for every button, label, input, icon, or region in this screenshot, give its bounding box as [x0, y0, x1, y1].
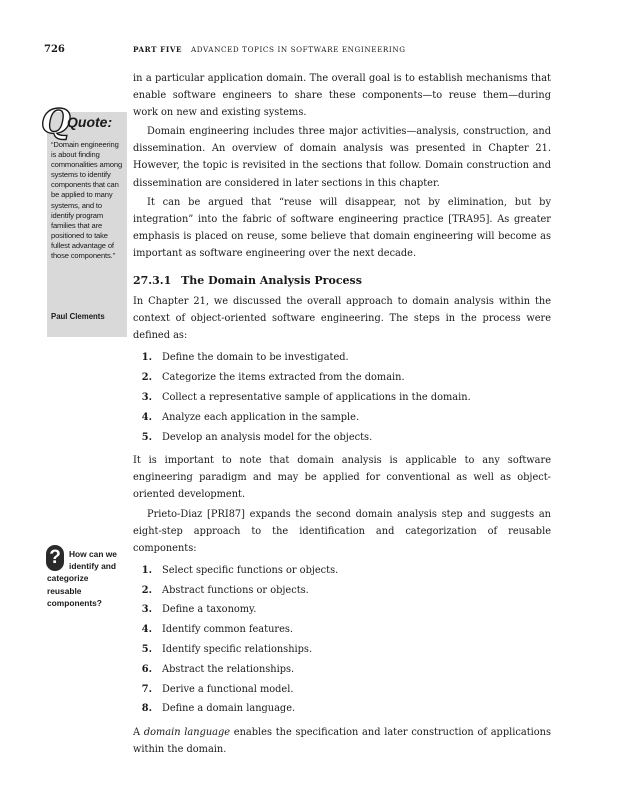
page-number: 726: [44, 44, 65, 55]
paragraph: in a particular application domain. The overall goal is to establish mechanisms that enable software engineers to share these components—to reuse them—during work on new and existing systems.: [133, 73, 551, 119]
list-item: 5. Identify specific relationships.: [141, 644, 313, 656]
list-item: 2. Abstract functions or objects.: [141, 584, 309, 596]
sidebar-quote: [41, 102, 127, 337]
margin-question-line: How can we: [69, 549, 117, 559]
list-item: 6. Abstract the relationships.: [141, 663, 295, 675]
main-text: [133, 70, 551, 760]
quote-text: “Domain engineering is about finding commonalities among systems to identify components that can be applied to many systems, and to identify program families that are positioned to take fullest advantage of those components.”: [51, 140, 123, 261]
list-item: 7. Derive a functional model.: [141, 683, 294, 695]
margin-question-line: reusable: [47, 585, 82, 596]
domain-analysis-steps: [133, 348, 551, 447]
emphasized-term: domain language: [143, 727, 231, 739]
quote-icon: Q: [41, 102, 71, 142]
list-item: 2. Categorize the items extracted from the domain.: [141, 372, 405, 384]
list-item: 4. Analyze each application in the sample.: [141, 411, 360, 423]
section-number: 27.3.1: [133, 274, 172, 288]
part-label: PART FIVE: [133, 45, 183, 54]
section-title: The Domain Analysis Process: [181, 274, 362, 288]
list-item: 8. Define a domain language.: [141, 703, 296, 715]
part-title: ADVANCED TOPICS IN SOFTWARE ENGINEERING: [190, 45, 406, 54]
list-item: 3. Collect a representative sample of applications in the domain.: [141, 391, 471, 403]
list-item: 1. Select specific functions or objects.: [141, 564, 339, 576]
paragraph: A domain language enables the specification and later construction of applications within the domain.: [133, 727, 551, 756]
paragraph: In Chapter 21, we discussed the overall approach to domain analysis within the context of object-oriented software engineering. The steps in the process were defined as:: [133, 296, 551, 342]
question-mark-icon: ?: [46, 545, 64, 571]
categorization-steps: [133, 561, 551, 719]
list-item: 5. Develop an analysis model for the objects.: [141, 431, 373, 443]
margin-question-line: categorize: [47, 573, 89, 584]
quote-title: Quote:: [67, 114, 113, 130]
quote-author: Paul Clements: [51, 312, 105, 321]
paragraph: Prieto-Diaz [PRI87] expands the second domain analysis step and suggests an eight-step approach to the identification and categorization of reusable components:: [133, 508, 551, 554]
paragraph: It can be argued that “reuse will disappear, not by elimination, but by integration” into the fabric of software engineering practice [TRA95]. As greater emphasis is placed on reuse, some believe that domain engineering will become as important as software engineering over the next decade.: [133, 196, 551, 259]
margin-question-line: components?: [47, 597, 102, 608]
list-item: 4. Identify common features.: [141, 624, 294, 636]
quote-heading: [41, 102, 131, 142]
list-item: 1. Define the domain to be investigated.: [141, 352, 349, 364]
margin-question: [47, 548, 129, 609]
list-item: 3. Define a taxonomy.: [141, 604, 257, 616]
paragraph: Domain engineering includes three major activities—analysis, construction, and dissemination. An overview of domain analysis was presented in Chapter 21. However, the topic is revisited in the sections that follow. Domain construction and dissemination are considered in later sections in this chapter.: [133, 126, 551, 189]
paragraph: It is important to note that domain analysis is applicable to any software engineering paradigm and may be applied for conventional as well as object-oriented development.: [133, 455, 551, 501]
section-heading: [133, 273, 551, 289]
running-head: [133, 45, 406, 54]
margin-question-line: identify and: [69, 561, 116, 572]
